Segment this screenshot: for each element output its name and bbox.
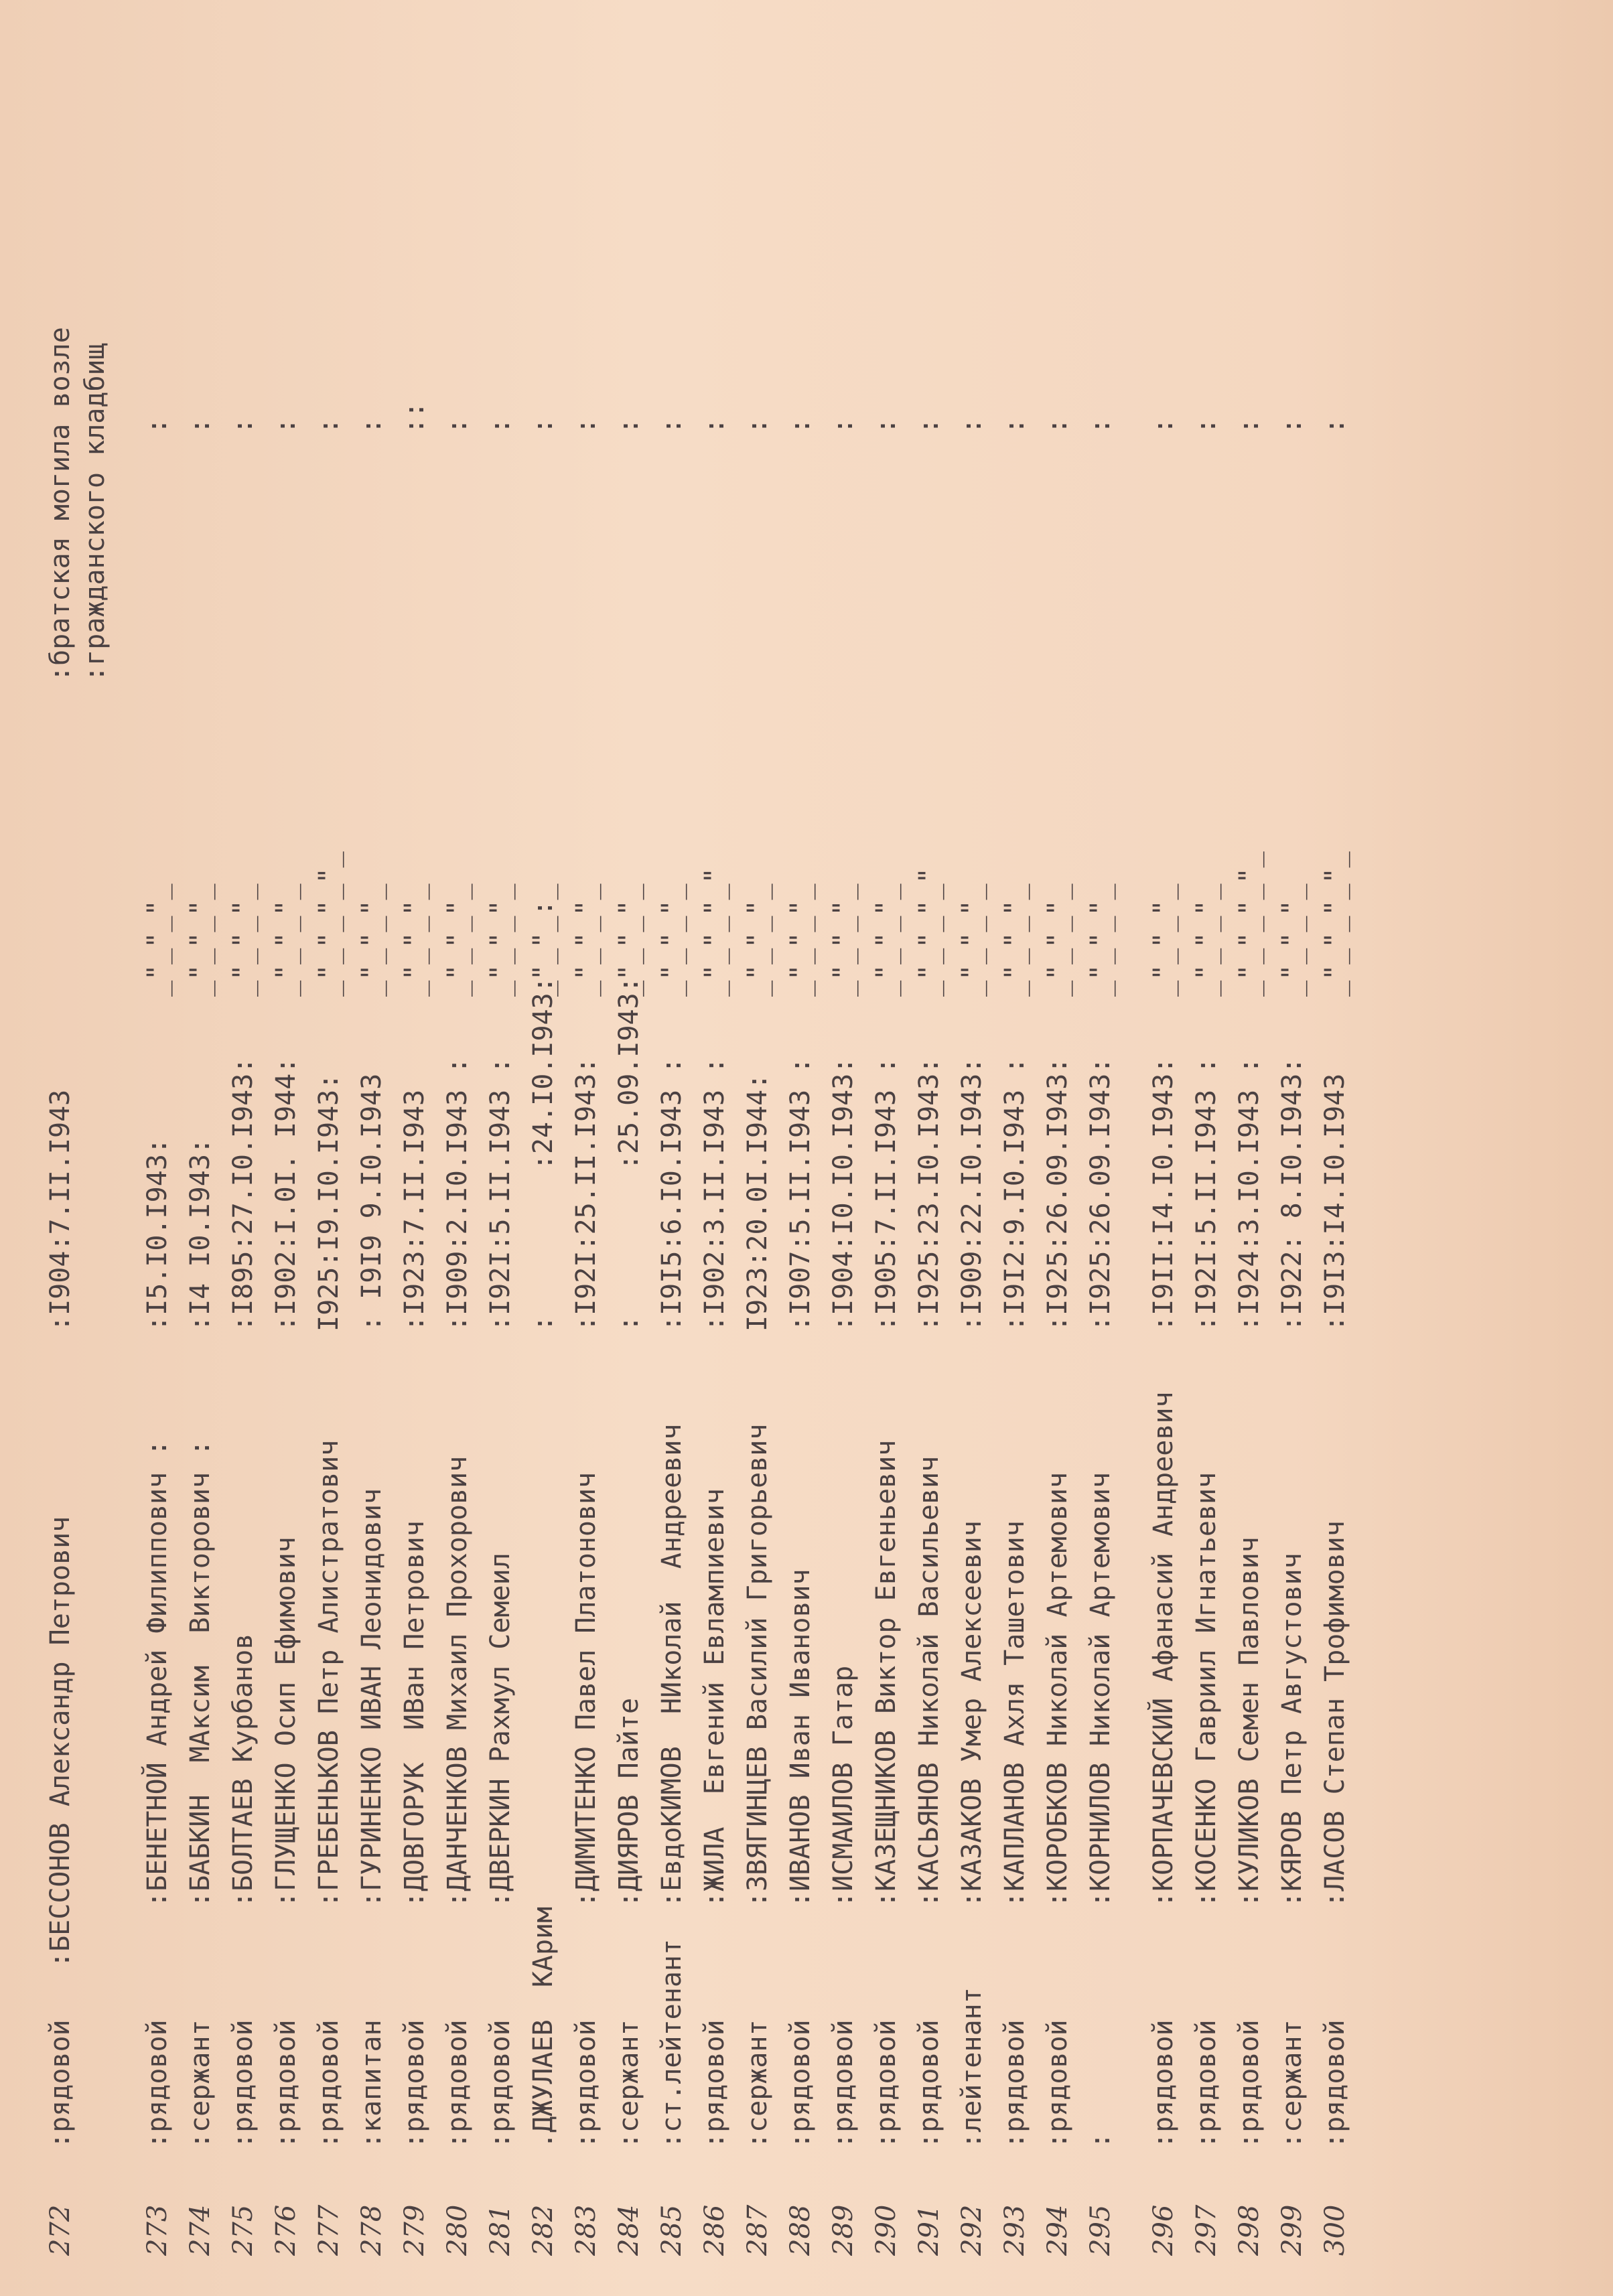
row-end-mark: : xyxy=(1277,417,1308,434)
row-rank: :рядовой xyxy=(1234,2019,1265,2149)
row-number: 279 xyxy=(399,2204,430,2256)
row-end-mark: : xyxy=(699,417,730,434)
row-name: :КОСЕНКО Гавриил Игнатьевич xyxy=(1191,1472,1222,1908)
row-ditto-marks: _"_"_"_ xyxy=(1148,883,1179,997)
row-rank: :рядовой xyxy=(313,2019,344,2149)
row-number: 295 xyxy=(1085,2204,1116,2256)
row-number: 280 xyxy=(442,2204,473,2256)
row-name: :КАЗАКОВ Умер Алексеевич xyxy=(957,1520,987,1908)
row-ditto-marks: _"_"_"_ xyxy=(957,883,987,997)
row-dates: :I9I2:9.I0.I943 : xyxy=(999,1057,1030,1332)
row-rank: :рядовой xyxy=(271,2019,301,2149)
rotated-register-list xyxy=(13,27,1600,2283)
row-rank: :сержант xyxy=(1277,2019,1308,2149)
row-end-mark: : xyxy=(442,417,473,434)
row-rank: :рядовой xyxy=(999,2019,1030,2149)
row-name: :ИВАНОВ Иван Иванович xyxy=(785,1569,816,1908)
row-end-mark: : xyxy=(742,417,773,434)
row-rank: :рядовой xyxy=(45,2019,76,2149)
row-dates: : :25.09.I943: xyxy=(614,977,644,1332)
row-ditto-marks: _"_"_"_ xyxy=(271,883,301,997)
row-rank: : xyxy=(1085,2132,1116,2149)
row-ditto-marks: _"_"_"_ xyxy=(656,883,687,997)
row-dates: :I902:3.II.I943 : xyxy=(699,1057,730,1332)
row-rank: :рядовой xyxy=(1191,2019,1222,2149)
row-name: :ГРЕБЕНЬКОВ Петр Алистратович xyxy=(313,1439,344,1908)
row-number: 291 xyxy=(914,2204,944,2256)
row-rank: .ДЖУЛАЕВ КАрим xyxy=(528,1906,559,2149)
row-dates: :I925:26.09.I943: xyxy=(1085,1057,1116,1332)
row-end-mark: : xyxy=(485,417,516,434)
row-name: :ГЛУЩЕНКО Осип Ефимович xyxy=(271,1536,301,1908)
row-end-mark: : xyxy=(1148,417,1179,434)
row-number: 275 xyxy=(228,2204,259,2256)
row-ditto-marks: _"_"_"_"_ xyxy=(1234,851,1265,997)
row-ditto-marks: _"_"_"_ xyxy=(828,883,859,997)
row-name: :КАЗЕЩНИКОВ Виктор Евгеньевич xyxy=(871,1439,902,1908)
burial-place-continuation xyxy=(75,343,115,2283)
row-end-mark: : xyxy=(1042,417,1073,434)
burial-place-line1: :братская могила возле xyxy=(45,327,76,682)
row-end-mark: : xyxy=(571,417,602,434)
row-rank: :рядовой xyxy=(228,2019,259,2149)
row-ditto-marks: _"_"_"_ xyxy=(1191,883,1222,997)
row-ditto-marks: _"_"_"_ xyxy=(185,883,216,997)
row-ditto-marks: _"_"_"_ xyxy=(1042,883,1073,997)
row-name: :КУЛИКОВ Семен Павлович xyxy=(1234,1536,1265,1908)
row-dates: :I925:23.I0.I943: xyxy=(914,1057,944,1332)
row-end-mark: : xyxy=(957,417,987,434)
row-ditto-marks: _"_"_"_"_ xyxy=(1320,851,1350,997)
row-number: 278 xyxy=(356,2204,387,2256)
row-rank: :ст.лейтенант xyxy=(656,1938,687,2149)
row-rank: :капитан xyxy=(356,2019,387,2149)
row-name: :ГУРИНЕНКО ИВАН Леонидович xyxy=(356,1488,387,1908)
row-end-mark: : xyxy=(871,417,902,434)
row-dates: :I905:7.II.I943 : xyxy=(871,1057,902,1332)
row-number: 283 xyxy=(571,2204,602,2256)
row-dates: : :24.I0.I943: xyxy=(528,977,559,1332)
row-dates: :I4 I0.I943: xyxy=(185,1138,216,1332)
row-name: :ДИЯРОВ Пайте xyxy=(614,1697,644,1908)
row-end-mark: : xyxy=(1085,417,1116,434)
row-number: 299 xyxy=(1277,2204,1308,2256)
row-name: :БЕССОНОВ Александр Петрович xyxy=(45,1516,76,1968)
row-name: :БАБКИН МАксим Викторович : xyxy=(185,1439,216,1908)
row-end-mark: : xyxy=(828,417,859,434)
row-number: 287 xyxy=(742,2204,773,2256)
row-number: 294 xyxy=(1042,2204,1073,2256)
row-rank: :сержант xyxy=(742,2019,773,2149)
row-number: 285 xyxy=(656,2204,687,2256)
row-dates: :I92I:25.II.I943: xyxy=(571,1057,602,1332)
row-end-mark: : xyxy=(785,417,816,434)
row-rank: :рядовой xyxy=(442,2019,473,2149)
row-number: 282 xyxy=(528,2204,559,2256)
row-rank: :сержант xyxy=(614,2019,644,2149)
row-dates: :I904:7.II.I943 xyxy=(45,1089,76,1332)
row-ditto-marks: _"_"_"_ xyxy=(1085,883,1116,997)
row-name: :КОРПАЧЕВСКИЙ Афанасий Андреевич xyxy=(1148,1391,1179,1908)
row-number: 277 xyxy=(313,2204,344,2256)
row-ditto-marks: _"_"_"_ xyxy=(871,883,902,997)
row-dates: :I895:27.I0.I943: xyxy=(228,1057,259,1332)
row-rank: :сержант xyxy=(185,2019,216,2149)
row-number: 297 xyxy=(1191,2204,1222,2256)
row-number: 288 xyxy=(785,2204,816,2256)
row-dates: :I92I:5.II.I943 : xyxy=(485,1057,516,1332)
row-ditto-marks: _"_"_"_ xyxy=(485,883,516,997)
row-rank: :рядовой xyxy=(485,2019,516,2149)
row-name: :ЛАСОВ Степан Трофимович xyxy=(1320,1520,1350,1908)
row-dates: : I9I9 9.I0.I943 xyxy=(356,1073,387,1332)
row-rank: :рядовой xyxy=(785,2019,816,2149)
row-number: 298 xyxy=(1234,2204,1265,2256)
row-end-mark: : xyxy=(656,417,687,434)
row-end-mark: : xyxy=(228,417,259,434)
row-dates: :I909:2.I0.I943 : xyxy=(442,1057,473,1332)
row-ditto-marks: _"_"_"_ xyxy=(614,883,644,997)
row-name: :ЕвдоКИМОВ НИколай Андреевич xyxy=(656,1423,687,1908)
row-number: 289 xyxy=(828,2204,859,2256)
row-ditto-marks: _"_"_"_ xyxy=(999,883,1030,997)
burial-place-line2: :гражданского кладбищ xyxy=(80,343,111,682)
row-name: :ДИМИТЕНКО Павел Платонович xyxy=(571,1472,602,1908)
row-end-mark: : xyxy=(271,417,301,434)
row-end-mark: : xyxy=(914,417,944,434)
row-ditto-marks: _"_"_"_ xyxy=(228,883,259,997)
row-rank: :рядовой xyxy=(914,2019,944,2149)
row-end-mark: : xyxy=(528,417,559,434)
row-ditto-marks: _"_"_"_ xyxy=(571,883,602,997)
row-dates: :I9I5:6.I0.I943 : xyxy=(656,1057,687,1332)
row-rank: :рядовой xyxy=(142,2019,173,2149)
row-end-mark: : xyxy=(356,417,387,434)
row-number: 286 xyxy=(699,2204,730,2256)
row-dates: :I925:26.09.I943: xyxy=(1042,1057,1073,1332)
row-number: 292 xyxy=(957,2204,987,2256)
row-dates: :I92I:5.II.I943 : xyxy=(1191,1057,1222,1332)
row-ditto-marks: _"_"_"_ xyxy=(1277,883,1308,997)
row-name: :ДОВГОРУК ИВан Петрович xyxy=(399,1520,430,1908)
row-end-mark: : xyxy=(999,417,1030,434)
row-number: 272 xyxy=(45,2204,76,2256)
row-dates: :I909:22.I0.I943: xyxy=(957,1057,987,1332)
row-rank: :рядовой xyxy=(699,2019,730,2149)
row-rank: :рядовой xyxy=(828,2019,859,2149)
row-number: 276 xyxy=(271,2204,301,2256)
row-end-mark: : xyxy=(1191,417,1222,434)
table-row-header xyxy=(40,327,80,2283)
row-name: :ДВЕРКИН Рахмул Семеил xyxy=(485,1553,516,1908)
row-number: 284 xyxy=(614,2204,644,2256)
row-name: :БОЛТАЕВ Курбанов xyxy=(228,1633,259,1908)
row-dates: :I902:I.0I. I944: xyxy=(271,1057,301,1332)
row-name: :БЕНЕТНОЙ Андрей Филиппович : xyxy=(142,1439,173,1908)
row-dates: :I9II:I4.I0.I943: xyxy=(1148,1057,1179,1332)
row-rank: :лейтенант xyxy=(957,1987,987,2149)
row-name: :КОРНИЛОВ Николай Артемович xyxy=(1085,1472,1116,1908)
row-ditto-marks: _"_"_"_ xyxy=(399,883,430,997)
row-number: 300 xyxy=(1320,2204,1350,2256)
row-rank: :рядовой xyxy=(871,2019,902,2149)
row-number: 293 xyxy=(999,2204,1030,2256)
row-dates: :I923:7.II.I943 xyxy=(399,1089,430,1332)
row-dates: :I907:5.II.I943 : xyxy=(785,1057,816,1332)
row-end-mark: : xyxy=(313,417,344,434)
row-rank: :рядовой xyxy=(571,2019,602,2149)
row-end-mark: : xyxy=(185,417,216,434)
row-end-mark: : xyxy=(142,417,173,434)
row-ditto-marks: _"_"_"_ xyxy=(142,883,173,997)
row-name: :КАСЬЯНОВ Николай Васильевич xyxy=(914,1455,944,1908)
row-dates: :I904:I0.I0.I943: xyxy=(828,1057,859,1332)
row-number: 273 xyxy=(142,2204,173,2256)
row-end-mark: : xyxy=(1234,417,1265,434)
row-dates: :I9I3:I4.I0.I943 xyxy=(1320,1073,1350,1332)
row-ditto-marks: _"_"_"_"_ xyxy=(313,851,344,997)
row-dates: :I922: 8.I0.I943: xyxy=(1277,1057,1308,1332)
row-rank: :рядовой xyxy=(1042,2019,1073,2149)
row-ditto-marks: _"_"_"_" xyxy=(699,867,730,997)
row-ditto-marks: _"_"_:_ xyxy=(528,883,559,997)
row-number: 281 xyxy=(485,2204,516,2256)
row-rank: :рядовой xyxy=(1320,2019,1350,2149)
row-dates: I925:I9.I0.I943: xyxy=(313,1073,344,1332)
row-number: 290 xyxy=(871,2204,902,2256)
row-ditto-marks: _"_"_"_" xyxy=(914,867,944,997)
row-rank: :рядовой xyxy=(1148,2019,1179,2149)
row-name: :ЖИЛА Евгений Евлампиевич xyxy=(699,1488,730,1908)
row-ditto-marks: _"_"_"_ xyxy=(356,883,387,997)
row-dates: I923:20.0I.I944: xyxy=(742,1073,773,1332)
row-name: :КАПЛАНОВ Ахля Ташетович xyxy=(999,1520,1030,1908)
row-end-mark: : xyxy=(614,417,644,434)
row-ditto-marks: _"_"_"_ xyxy=(742,883,773,997)
row-end-mark: : xyxy=(1320,417,1350,434)
row-name: :ЗВЯГИНЦЕВ Василий Григорьевич xyxy=(742,1423,773,1908)
row-rank: :рядовой xyxy=(399,2019,430,2149)
row-dates: :I924:3.I0.I943 : xyxy=(1234,1057,1265,1332)
row-ditto-marks: _"_"_"_ xyxy=(442,883,473,997)
row-dates: :I5.I0.I943: xyxy=(142,1138,173,1332)
row-name: :ДАНЧЕНКОВ Михаил Прохорович xyxy=(442,1455,473,1908)
row-ditto-marks: _"_"_"_ xyxy=(785,883,816,997)
row-name: :КЯРОВ Петр Августович xyxy=(1277,1553,1308,1908)
row-number: 274 xyxy=(185,2204,216,2256)
row-end-mark: :: xyxy=(399,401,430,434)
row-name: :ИСМАИЛОВ Гатар xyxy=(828,1665,859,1908)
row-number: 296 xyxy=(1148,2204,1179,2256)
row-name: :КОРОБКОВ Николай Артемович xyxy=(1042,1472,1073,1908)
